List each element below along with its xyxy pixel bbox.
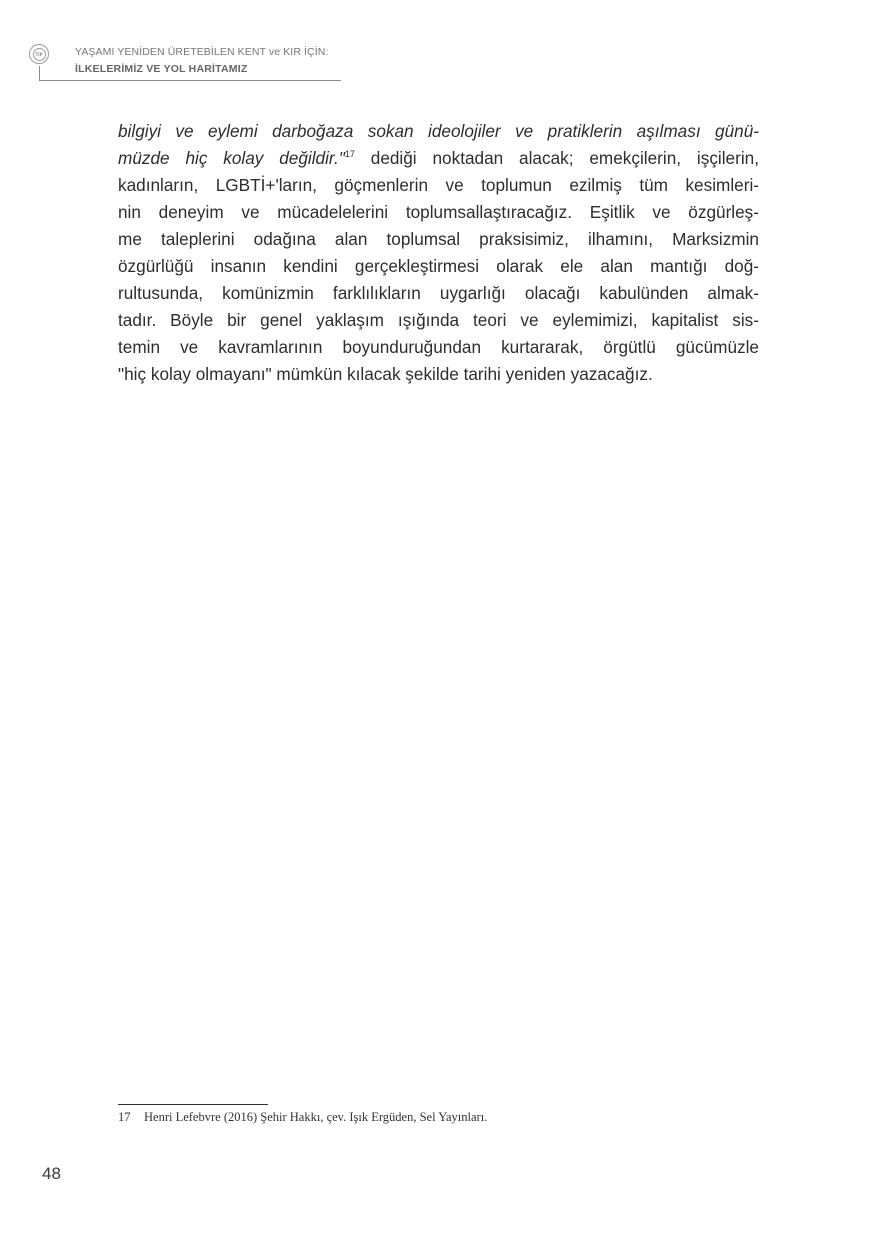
running-header [26, 42, 346, 82]
footnote-separator [118, 1104, 268, 1105]
footnote [118, 1110, 487, 1125]
text-line: temin ve kavramlarının boyunduruğundan kurtararak, örgütlü gücümüzle [118, 337, 759, 357]
text-line: rultusunda, komünizmin farklılıkların uygarlığı olacağı kabulünden almak- [118, 283, 759, 303]
text-segment: dediği noktadan alacak; emekçilerin, işçilerin, [354, 148, 759, 168]
body-paragraph [118, 118, 759, 388]
header-horizontal-rule [39, 80, 341, 81]
footnote-reference[interactable]: 17 [344, 149, 355, 159]
logo-text: TİP [33, 48, 46, 61]
party-logo-icon [29, 44, 49, 64]
text-line [118, 145, 759, 172]
footnote-text: Henri Lefebvre (2016) Şehir Hakkı, çev. Işık Ergüden, Sel Yayınları. [144, 1110, 488, 1124]
header-vertical-rule [39, 66, 40, 80]
text-line: nin deneyim ve mücadelelerini toplumsallaştıracağız. Eşitlik ve özgürleş- [118, 202, 759, 222]
text-line: tadır. Böyle bir genel yaklaşım ışığında teori ve eylemimizi, kapitalist sis- [118, 310, 759, 330]
header-title-line1: YAŞAMI YENİDEN ÜRETEBİLEN KENT ve KIR İÇİN: [75, 46, 329, 58]
italic-quote: müzde hiç kolay değildir." [118, 148, 345, 168]
page-number: 48 [42, 1164, 61, 1183]
footnote-number: 17 [118, 1110, 131, 1124]
text-line: kadınların, LGBTİ+'ların, göçmenlerin ve toplumun ezilmiş tüm kesimleri- [118, 175, 759, 195]
text-line [118, 118, 759, 145]
header-title-line2: İLKELERİMİZ VE YOL HARİTAMIZ [75, 63, 248, 75]
italic-quote: bilgiyi ve eylemi darboğaza sokan ideolojiler ve pratiklerin aşılması günü- [118, 121, 759, 141]
text-line: me taleplerini odağına alan toplumsal praksisimiz, ilhamını, Marksizmin [118, 229, 759, 249]
text-line: özgürlüğü insanın kendini gerçekleştirmesi olarak ele alan mantığı doğ- [118, 256, 759, 276]
text-line: "hiç kolay olmayanı" mümkün kılacak şekilde tarihi yeniden yazacağız. [118, 364, 653, 384]
